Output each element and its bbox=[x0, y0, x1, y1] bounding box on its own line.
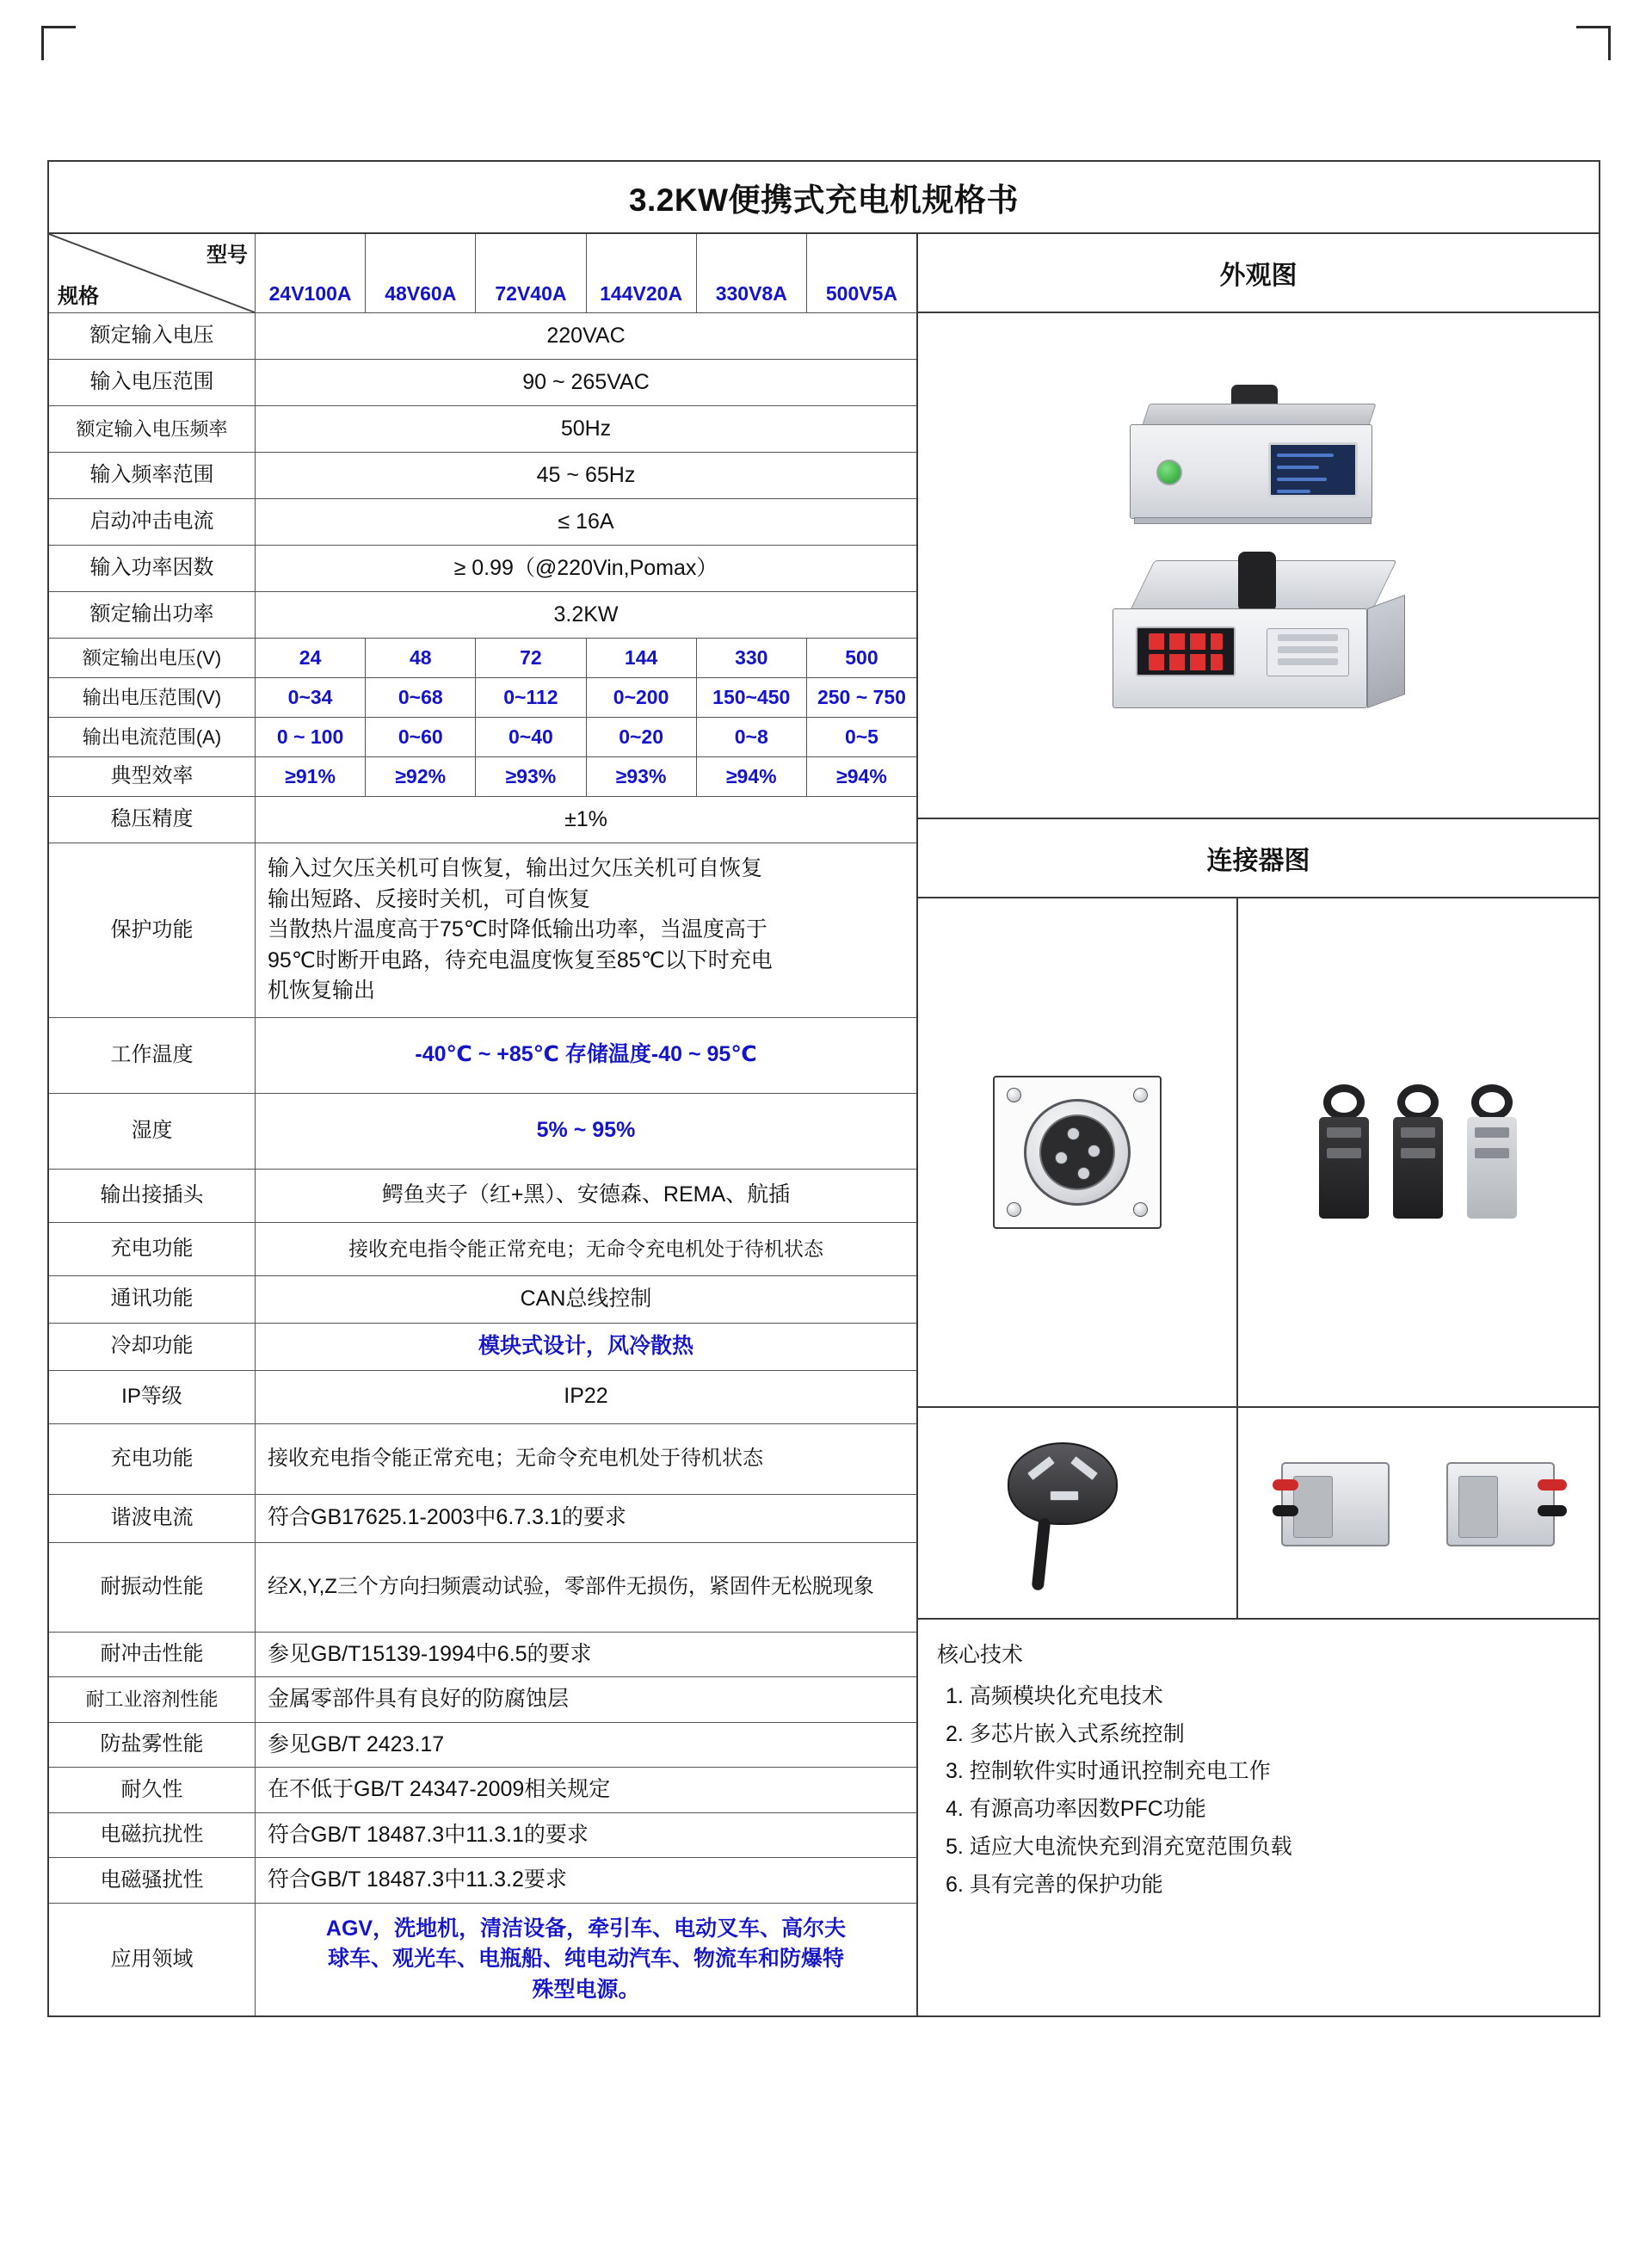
table-row-per-model bbox=[49, 718, 916, 757]
cell-value: 0~68 bbox=[366, 678, 476, 717]
row-value: 参见GB/T15139-1994中6.5的要求 bbox=[268, 1641, 592, 1666]
application-text bbox=[256, 1904, 916, 2016]
row-label: 典型效率 bbox=[49, 757, 256, 796]
row-label: 通讯功能 bbox=[49, 1276, 256, 1323]
row-label: 额定输出功率 bbox=[49, 592, 256, 638]
row-label: 防盐雾性能 bbox=[49, 1723, 256, 1768]
table-row bbox=[49, 1324, 916, 1371]
led-segment-row bbox=[1149, 633, 1223, 650]
corner-spec-label: 规格 bbox=[58, 285, 99, 308]
table-row bbox=[49, 1858, 916, 1904]
row-label: 耐工业溶剂性能 bbox=[49, 1677, 256, 1722]
table-row-per-model bbox=[49, 757, 916, 797]
protection-text bbox=[256, 843, 916, 1017]
row-label: 额定输入电压 bbox=[49, 313, 256, 359]
table-row bbox=[49, 1677, 916, 1723]
row-label: 应用领域 bbox=[49, 1904, 256, 2016]
cell-value: 0~112 bbox=[476, 678, 586, 717]
connector-slot bbox=[1327, 1127, 1361, 1138]
connector-body bbox=[1319, 1117, 1369, 1219]
connector-handle-black-2 bbox=[1387, 1084, 1449, 1220]
protection-line: 输入过欠压关机可自恢复，输出过欠压关机可自恢复 bbox=[268, 856, 763, 880]
contact-pin-icon bbox=[1088, 1145, 1100, 1157]
display-screen bbox=[1268, 442, 1358, 497]
table-row bbox=[49, 797, 916, 843]
cell-value: 72 bbox=[476, 639, 586, 677]
row-label: 输入电压范围 bbox=[49, 360, 256, 405]
row-label: 湿度 bbox=[49, 1094, 256, 1169]
cell-value: 0~60 bbox=[366, 718, 476, 756]
model-column-5: 500V5A bbox=[825, 282, 897, 305]
screen-line bbox=[1277, 466, 1319, 469]
anderson-connector-pair bbox=[1276, 1440, 1560, 1586]
table-row-application bbox=[49, 1904, 916, 2016]
cell-value: 0~40 bbox=[476, 718, 586, 756]
connector-slot bbox=[1401, 1127, 1435, 1138]
row-value: 220VAC bbox=[546, 323, 626, 348]
connector-slot bbox=[1401, 1148, 1435, 1158]
pull-loop-icon bbox=[1323, 1084, 1365, 1120]
screw-icon bbox=[1007, 1202, 1021, 1217]
row-label: 额定输出电压(V) bbox=[49, 639, 256, 677]
plug-pin-icon bbox=[1050, 1491, 1079, 1501]
row-label: 电磁骚扰性 bbox=[49, 1858, 256, 1903]
list-item: 2. 多芯片嵌入式系统控制 bbox=[946, 1721, 1185, 1746]
row-label: 谐波电流 bbox=[49, 1495, 256, 1542]
cell-value: ≥91% bbox=[256, 757, 366, 796]
core-technology-heading: 核心技术 bbox=[937, 1643, 1024, 1667]
row-label: 充电功能 bbox=[49, 1424, 256, 1494]
row-label: 输出接插头 bbox=[49, 1170, 256, 1222]
contact-pin-icon bbox=[1067, 1127, 1080, 1140]
led-segment-row bbox=[1149, 654, 1223, 670]
cell-value: 330 bbox=[697, 639, 807, 677]
cell-value: 0~20 bbox=[587, 718, 697, 756]
cell-value: 0~200 bbox=[587, 678, 697, 717]
charger-angled-photo bbox=[1113, 560, 1405, 732]
table-row bbox=[49, 1371, 916, 1424]
cell-value: ≥93% bbox=[476, 757, 586, 796]
cell-value: ≥92% bbox=[366, 757, 476, 796]
charger-front-face bbox=[1130, 424, 1372, 519]
row-value: 接收充电指令能正常充电；无命令充电机处于待机状态 bbox=[348, 1237, 823, 1260]
charger-front-photo bbox=[1130, 398, 1388, 536]
connector-handle-grey bbox=[1461, 1084, 1523, 1220]
ac-plug-photo bbox=[918, 1408, 1238, 1618]
cell-value: ≥94% bbox=[836, 765, 887, 787]
aviation-connector bbox=[993, 1076, 1162, 1229]
connector-panel-title: 连接器图 bbox=[918, 819, 1599, 898]
row-value: 符合GB/T 18487.3中11.3.1的要求 bbox=[268, 1822, 589, 1847]
table-row bbox=[49, 1543, 916, 1633]
spec-column bbox=[49, 234, 918, 2015]
connector-slot bbox=[1327, 1148, 1361, 1158]
row-value: 经X,Y,Z三个方向扫频震动试验，零部件无损伤，紧固件无松脱现象 bbox=[268, 1574, 874, 1598]
row-value: 符合GB17625.1-2003中6.7.3.1的要求 bbox=[268, 1505, 626, 1530]
core-technology-list bbox=[937, 1678, 1580, 1904]
contact-pin-icon bbox=[1055, 1151, 1068, 1164]
screen-line bbox=[1277, 454, 1335, 457]
model-column-1: 48V60A bbox=[366, 234, 476, 312]
row-label: 电磁抗扰性 bbox=[49, 1813, 256, 1858]
row-value: 参见GB/T 2423.17 bbox=[268, 1731, 445, 1756]
plug-head bbox=[1008, 1442, 1118, 1525]
list-item: 6. 具有完善的保护功能 bbox=[946, 1872, 1163, 1897]
charger-base bbox=[1134, 517, 1372, 524]
connector-images bbox=[918, 898, 1599, 1408]
row-value: 金属零部件具有良好的防腐蚀层 bbox=[268, 1687, 570, 1711]
crop-mark-top-left bbox=[41, 26, 76, 60]
row-value: 模块式设计，风冷散热 bbox=[478, 1333, 693, 1358]
corner-diagonal-cell bbox=[49, 234, 256, 312]
list-item: 3. 控制软件实时通讯控制充电工作 bbox=[946, 1759, 1271, 1784]
carry-handle-icon bbox=[1238, 552, 1276, 612]
row-value: 50Hz bbox=[560, 416, 612, 441]
row-label: IP等级 bbox=[49, 1371, 256, 1423]
connector-handle-black bbox=[1313, 1084, 1375, 1220]
led-display bbox=[1136, 627, 1236, 676]
row-label: 保护功能 bbox=[49, 843, 256, 1017]
keypad-panel bbox=[1267, 628, 1349, 676]
table-row bbox=[49, 313, 916, 360]
cell-value: 0~8 bbox=[697, 718, 807, 756]
application-line: 球车、观光车、电瓶船、纯电动汽车、物流车和防爆特 bbox=[327, 1947, 844, 1971]
application-line: 殊型电源。 bbox=[532, 1977, 640, 2002]
row-value: 在不低于GB/T 24347-2009相关规定 bbox=[268, 1777, 611, 1801]
screw-icon bbox=[1007, 1088, 1021, 1102]
model-header-row bbox=[49, 234, 916, 313]
table-row bbox=[49, 1495, 916, 1543]
cell-value: ≥94% bbox=[697, 757, 807, 796]
black-cable bbox=[1273, 1505, 1298, 1516]
list-item: 1. 高频模块化充电技术 bbox=[946, 1683, 1163, 1708]
row-value: 3.2KW bbox=[553, 602, 619, 627]
table-row-per-model bbox=[49, 639, 916, 678]
key-row bbox=[1278, 634, 1338, 641]
row-label: 输入频率范围 bbox=[49, 453, 256, 498]
corner-model-label: 型号 bbox=[206, 244, 248, 267]
appearance-images bbox=[918, 313, 1599, 819]
table-row bbox=[49, 1723, 916, 1768]
connector-body bbox=[1393, 1117, 1443, 1219]
protection-line: 机恢复输出 bbox=[268, 978, 376, 1003]
table-row bbox=[49, 1424, 916, 1495]
table-row bbox=[49, 1768, 916, 1813]
anderson-housing-left bbox=[1281, 1462, 1390, 1546]
power-indicator-icon bbox=[1156, 460, 1182, 485]
connector-ring bbox=[1024, 1099, 1131, 1206]
row-value: 45 ~ 65Hz bbox=[536, 462, 636, 487]
table-row bbox=[49, 1276, 916, 1324]
power-cord bbox=[1032, 1517, 1051, 1590]
plug-and-anderson-images bbox=[918, 1408, 1599, 1620]
connector-image-grid bbox=[918, 898, 1599, 1406]
protection-line: 输出短路、反接时关机，可自恢复 bbox=[268, 886, 591, 911]
row-label: 耐冲击性能 bbox=[49, 1633, 256, 1677]
document-title-bar bbox=[49, 162, 1599, 234]
row-value: ≤ 16A bbox=[558, 509, 614, 534]
appearance-panel-title: 外观图 bbox=[918, 234, 1599, 313]
key-row bbox=[1278, 658, 1338, 665]
anderson-connector-photo bbox=[1238, 1408, 1599, 1618]
pull-loop-icon bbox=[1471, 1084, 1513, 1120]
aviation-socket-photo bbox=[918, 898, 1238, 1406]
table-row bbox=[49, 1633, 916, 1678]
table-row bbox=[49, 453, 916, 499]
row-label: 输入功率因数 bbox=[49, 546, 256, 591]
table-row bbox=[49, 592, 916, 639]
table-row bbox=[49, 1018, 916, 1094]
table-row bbox=[49, 1170, 916, 1223]
red-cable bbox=[1273, 1479, 1298, 1491]
cell-value: 0~5 bbox=[844, 725, 878, 748]
cell-value: 500 bbox=[845, 646, 878, 669]
row-value: ±1% bbox=[564, 806, 607, 831]
row-value: 90 ~ 265VAC bbox=[522, 369, 650, 394]
plug-pin-icon bbox=[1069, 1455, 1099, 1481]
row-label: 耐久性 bbox=[49, 1768, 256, 1812]
row-label: 输出电流范围(A) bbox=[49, 718, 256, 756]
anderson-housing-right bbox=[1446, 1462, 1555, 1546]
black-cable bbox=[1538, 1505, 1567, 1516]
screen-line bbox=[1277, 478, 1328, 481]
cell-value: 24 bbox=[256, 639, 366, 677]
table-row-per-model bbox=[49, 678, 916, 718]
list-item: 5. 适应大电流快充到涓充宽范围负载 bbox=[946, 1834, 1292, 1859]
list-item: 4. 有源高功率因数PFC功能 bbox=[946, 1797, 1206, 1821]
row-label: 冷却功能 bbox=[49, 1324, 256, 1370]
row-value: 5% ~ 95% bbox=[536, 1118, 636, 1143]
table-row-protection bbox=[49, 843, 916, 1018]
charger-side-face bbox=[1367, 595, 1405, 708]
protection-line: 当散热片温度高于75℃时降低输出功率，当温度高于 bbox=[268, 917, 767, 941]
spec-table bbox=[47, 160, 1600, 2017]
screw-icon bbox=[1133, 1202, 1148, 1217]
model-column-3: 144V20A bbox=[587, 234, 697, 312]
table-row bbox=[49, 1094, 916, 1170]
table-row bbox=[49, 499, 916, 546]
illustration-column bbox=[918, 234, 1599, 2015]
page-title: 3.2KW便携式充电机规格书 bbox=[628, 182, 1020, 218]
table-row bbox=[49, 360, 916, 406]
handle-connectors-photo bbox=[1238, 898, 1599, 1406]
cell-value: 150~450 bbox=[697, 678, 807, 717]
cell-value: 48 bbox=[366, 639, 476, 677]
screen-line bbox=[1277, 490, 1310, 493]
cell-value: 144 bbox=[587, 639, 697, 677]
table-row bbox=[49, 546, 916, 592]
row-label: 充电功能 bbox=[49, 1223, 256, 1275]
row-label: 稳压精度 bbox=[49, 797, 256, 843]
connector-body bbox=[1467, 1117, 1517, 1219]
row-label: 启动冲击电流 bbox=[49, 499, 256, 545]
ac-power-plug bbox=[987, 1435, 1168, 1590]
model-column-2: 72V40A bbox=[476, 234, 586, 312]
table-row bbox=[49, 1223, 916, 1276]
screw-icon bbox=[1133, 1088, 1148, 1102]
row-label: 耐振动性能 bbox=[49, 1543, 256, 1632]
protection-line: 95℃时断开电路，待充电温度恢复至85℃以下时充电 bbox=[268, 947, 773, 972]
plug-image-grid bbox=[918, 1408, 1599, 1618]
row-value: IP22 bbox=[564, 1384, 608, 1409]
row-label: 工作温度 bbox=[49, 1018, 256, 1093]
table-row bbox=[49, 406, 916, 453]
row-value: 符合GB/T 18487.3中11.3.2要求 bbox=[268, 1867, 567, 1892]
application-line: AGV，洗地机，清洁设备，牵引车、电动叉车、高尔夫 bbox=[325, 1916, 847, 1941]
connector-slot bbox=[1475, 1148, 1509, 1158]
row-value: 接收充电指令能正常充电；无命令充电机处于待机状态 bbox=[268, 1446, 763, 1470]
crop-mark-top-right bbox=[1576, 26, 1611, 60]
model-column-0: 24V100A bbox=[256, 234, 366, 312]
row-value: CAN总线控制 bbox=[520, 1286, 652, 1311]
model-column-4: 330V8A bbox=[697, 234, 807, 312]
connector-slot bbox=[1475, 1127, 1509, 1138]
pull-loop-icon bbox=[1397, 1084, 1439, 1120]
contact-pin-icon bbox=[1077, 1167, 1090, 1180]
row-label: 额定输入电压频率 bbox=[49, 406, 256, 452]
cell-value: 250 ~ 750 bbox=[817, 686, 906, 708]
table-row bbox=[49, 1813, 916, 1859]
cell-value: ≥93% bbox=[587, 757, 697, 796]
sheet-body bbox=[49, 234, 1599, 2015]
cell-value: 0 ~ 100 bbox=[256, 718, 366, 756]
row-label: 输出电压范围(V) bbox=[49, 678, 256, 717]
row-value: 鳄鱼夹子（红+黑）、安德森、REMA、航插 bbox=[381, 1182, 791, 1207]
plug-pin-icon bbox=[1026, 1455, 1056, 1481]
cell-value: 0~34 bbox=[256, 678, 366, 717]
core-technology-section bbox=[918, 1620, 1599, 2015]
charger-front-face bbox=[1113, 608, 1367, 708]
row-value: ≥ 0.99（@220Vin,Pomax） bbox=[453, 555, 718, 580]
row-value: -40℃ ~ +85℃ 存储温度-40 ~ 95℃ bbox=[415, 1042, 757, 1067]
key-row bbox=[1278, 646, 1338, 653]
red-cable bbox=[1538, 1479, 1567, 1491]
